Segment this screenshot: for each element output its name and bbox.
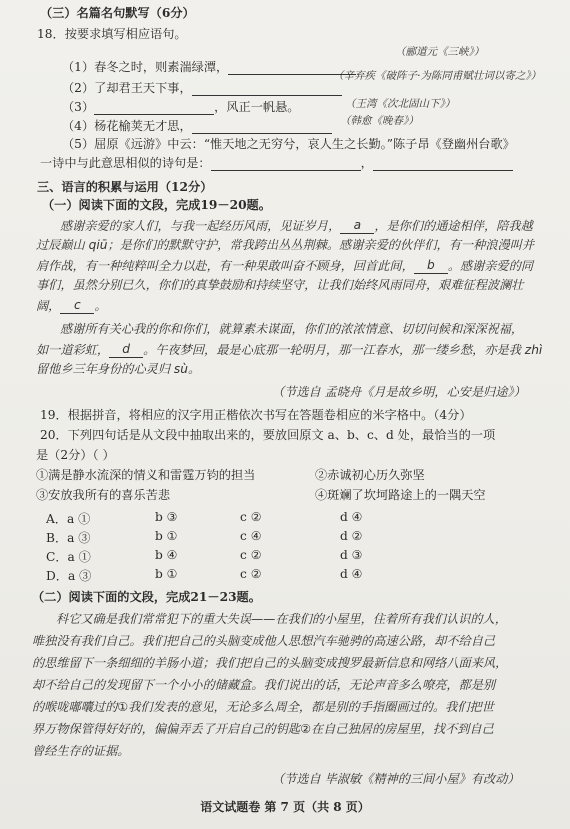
blank-b: b (414, 258, 448, 274)
option-b-d: d ② (340, 529, 363, 543)
q18-line2-text: （2）了却君王天下事， (62, 81, 192, 95)
q18-line4 (62, 119, 332, 134)
q18-line2 (62, 81, 342, 96)
q20-sentence-2: ②赤诚初心历久弥坚 (315, 468, 425, 482)
q18-line3-text: （3） (62, 100, 95, 114)
passage2-line: 曾经生存的证据。 (32, 744, 130, 758)
option-d-c: c ② (240, 567, 262, 581)
page-footer: 语文试题卷 第 7 页（共 8 页） (200, 800, 370, 814)
passage2-line: 却不给自己的发现留下一个小小的储藏盒。我们说出的话，无论声音多么嘹亮，都是别 (32, 678, 496, 692)
blank-a: a (340, 218, 374, 234)
q18-l1-source: （郦道元《三峡》） (395, 46, 485, 58)
passage1-line: 阔， c 。 (36, 298, 107, 313)
passage2-line: 的喉咙嘟囔过的①我们发表的意见，无论多么周全，都是别的手指圈画过的。我们把世 (32, 700, 494, 714)
passage1-text: 如一道彩虹， (36, 343, 110, 357)
q18-l4-source: （韩愈《晚春》） (340, 115, 419, 127)
option-c-b: b ④ (155, 548, 178, 562)
q20-sentence-1: ①满是静水流深的情义和雷霆万钧的担当 (36, 468, 256, 482)
q18-stem: 18．按要求填写相应语句。 (37, 27, 187, 41)
option-c-c: c ② (240, 548, 262, 562)
q18-line3-mid: ，风正一帆悬。 (214, 100, 300, 114)
passage1-line: 过辰巅山 qiū；是你们的默默守护，常我跨出丛丛荆棘。感谢亲爱的伙伴们，有一种浪漫叫并 (36, 238, 535, 252)
option-a-d: d ④ (340, 510, 363, 524)
q20-sentence-3: ③安放我所有的喜乐苦悲 (36, 488, 171, 502)
q18-line5b-text: 一诗中与此意思相似的诗句是： (40, 156, 211, 170)
passage2-line: 的思维留下一条细细的羊肠小道；我们把自己的头脑变成搜罗最新信息和网络八面来风， (32, 656, 508, 670)
passage1-line: 感谢所有关心我的你和你们，就算素未谋面，你们的浓浓情意、切切问候和深深祝福， (60, 322, 524, 336)
passage1-line: 如一道彩虹， d 。午夜梦回，最是心底那一轮明月，那一江春水，那一缕乡愁，亦是我 zhì (36, 342, 543, 357)
option-d-a[interactable]: D．a ③ (46, 569, 92, 583)
passage1-line: 事们，虽然分别已久，你们的真挚鼓励和持续坚守，让我们始终风雨同舟，艰难征程波澜壮 (36, 278, 524, 292)
reading1-heading: （一）阅读下面的文段，完成19－20题。 (42, 198, 271, 212)
answer-blank[interactable] (192, 121, 332, 134)
option-a-b: b ③ (155, 510, 178, 524)
passage1-text: 感谢亲爱的家人们，与我一起经历风雨，见证岁月， (60, 219, 341, 233)
q18-line3 (62, 100, 299, 115)
q20-stem-b: 是（2分）（ ） (36, 448, 115, 462)
passage2-line: 唯独没有我们自己。我们把自己的头脑变成他人思想汽车驰骋的高速公路，却不给自己 (32, 634, 496, 648)
q18-line1-text: （1）春冬之时，则素湍绿潭， (62, 60, 229, 74)
blank-c: c (60, 298, 94, 314)
option-d-b: b ① (155, 567, 178, 581)
section-heading-language: 三、语言的积累与运用（12分） (37, 180, 213, 194)
passage2-source: （节选自 毕淑敏《精神的三间小屋》有改动） (272, 772, 520, 786)
answer-blank[interactable] (192, 83, 342, 96)
answer-blank[interactable] (94, 102, 214, 115)
option-b-a[interactable]: B．a ③ (46, 531, 91, 545)
passage1-line: 肩作战，有一种纯粹叫全力以赴，有一种果敢叫奋不顾身，回首此间， b 。感谢亲爱的同 (36, 258, 534, 273)
reading2-heading: （二）阅读下面的文段，完成21－23题。 (32, 590, 261, 604)
option-c-a[interactable]: C．a ① (46, 550, 91, 564)
answer-blank[interactable] (373, 158, 513, 171)
option-b-b: b ① (155, 529, 178, 543)
q18-line5a: （5）屈原《远游》中云：“惟天地之无穷兮，哀人生之长勤。”陈子昂《登幽州台歌》 (62, 137, 515, 151)
option-c-d: d ③ (340, 548, 363, 562)
q18-l3-source: （王湾《次北固山下》） (345, 98, 456, 110)
option-d-d: d ④ (340, 567, 363, 581)
q18-line1 (62, 60, 356, 75)
q18-line5b: 一诗中与此意思相似的诗句是： ， (40, 156, 513, 171)
passage1-text: 肩作战，有一种纯粹叫全力以赴，有一种果敢叫奋不顾身，回首此间， (36, 259, 414, 273)
passage1-text: 阔， (36, 299, 61, 313)
q19-stem: 19．根据拼音，将相应的汉字用正楷依次书写在答题卷相应的米字格中。（4分） (40, 408, 472, 422)
q20-stem-a: 20．下列四句话是从文段中抽取出来的，要放回原文 a、b、c、d 处，最恰当的一项 (40, 428, 496, 442)
passage1-line: 留他乡三年身份的心灵归 sù。 (36, 362, 201, 376)
passage2-line: 科它又确是我们常常犯下的重大失误——在我们的小屋里，住着所有我们认识的人， (56, 612, 507, 626)
passage1-source: （节选自 孟晓舟《月是故乡明，心安是归途》） (272, 385, 526, 399)
section-heading: （三）名篇名句默写（6分） (40, 6, 195, 20)
q20-sentence-4: ④斑斓了坎坷路途上的一隅天空 (315, 488, 486, 502)
option-a-c: c ② (240, 510, 262, 524)
passage2-line: 界万物保管得好好的，偏偏弄丢了开启自己的钥匙②在自己独居的房屋里，找不到自己 (32, 722, 494, 736)
option-b-c: c ④ (240, 529, 262, 543)
blank-d: d (109, 342, 143, 358)
answer-blank[interactable] (211, 158, 361, 171)
option-a-a[interactable]: A．a ① (46, 512, 91, 526)
q18-l2-source: （辛弃疾《破阵子·为陈同甫赋壮词以寄之》） (333, 70, 542, 82)
q18-line4-text: （4）杨花榆荚无才思， (62, 119, 192, 133)
passage1-line: 感谢亲爱的家人们，与我一起经历风雨，见证岁月， a ，是你们的通途相伴，陪我越 (60, 218, 533, 233)
